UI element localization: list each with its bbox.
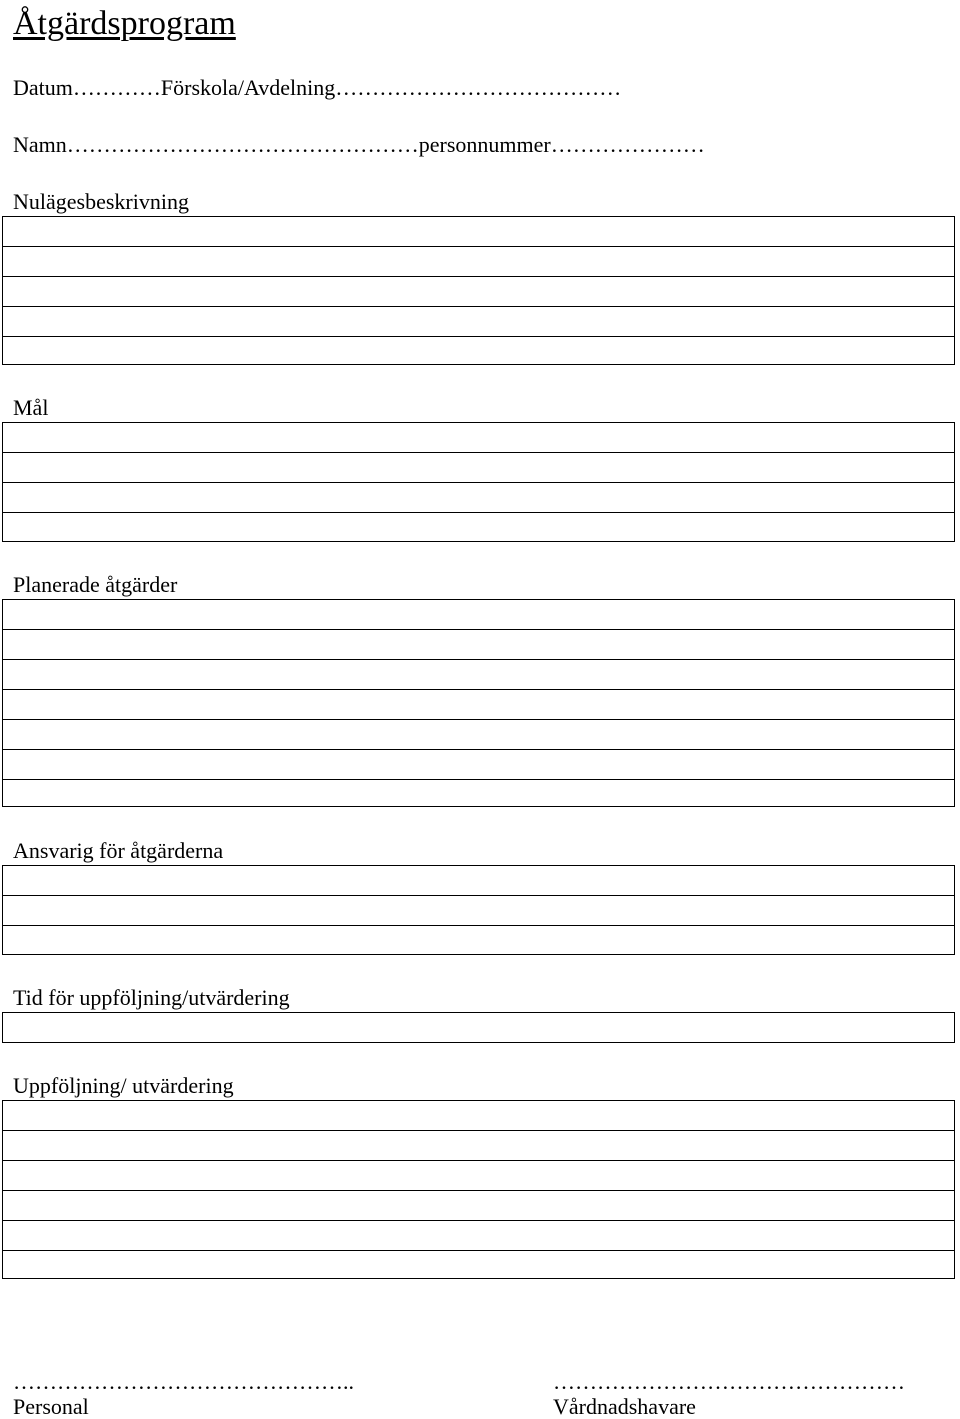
input-row[interactable] xyxy=(3,720,954,750)
input-row[interactable] xyxy=(3,1101,954,1131)
header-line-namn-personnummer: Namn…………………………………………personnummer………………… xyxy=(13,132,705,157)
section-label-planerade-atgarder: Planerade åtgärder xyxy=(13,572,178,597)
input-row[interactable] xyxy=(3,307,954,337)
input-row[interactable] xyxy=(3,600,954,630)
input-row[interactable] xyxy=(3,750,954,780)
input-row[interactable] xyxy=(3,1221,954,1251)
input-row[interactable] xyxy=(3,1131,954,1161)
section-label-ansvarig: Ansvarig för åtgärderna xyxy=(13,838,224,863)
input-row[interactable] xyxy=(3,780,954,810)
nulagesbeskrivning-field[interactable] xyxy=(2,216,955,365)
ansvarig-field[interactable] xyxy=(2,865,955,955)
header-line-datum-forskola: Datum…………Förskola/Avdelning………………………………… xyxy=(13,75,622,100)
mal-field[interactable] xyxy=(2,422,955,542)
input-row[interactable] xyxy=(3,630,954,660)
section-label-tid-for-uppfoljning: Tid för uppföljning/utvärdering xyxy=(13,985,290,1010)
vardnadshavare-signature-line[interactable]: ………………………………………… xyxy=(553,1369,905,1394)
input-row[interactable] xyxy=(3,926,954,956)
input-row[interactable] xyxy=(3,1251,954,1281)
input-row[interactable] xyxy=(3,1013,954,1043)
planerade-atgarder-field[interactable] xyxy=(2,599,955,807)
section-label-mal: Mål xyxy=(13,395,49,420)
input-row[interactable] xyxy=(3,690,954,720)
input-row[interactable] xyxy=(3,453,954,483)
input-row[interactable] xyxy=(3,483,954,513)
input-row[interactable] xyxy=(3,423,954,453)
input-row[interactable] xyxy=(3,247,954,277)
form-title: Åtgärdsprogram xyxy=(13,5,236,42)
personal-signature-label: Personal xyxy=(13,1394,89,1419)
input-row[interactable] xyxy=(3,1191,954,1221)
input-row[interactable] xyxy=(3,513,954,543)
input-row[interactable] xyxy=(3,866,954,896)
input-row[interactable] xyxy=(3,337,954,367)
input-row[interactable] xyxy=(3,660,954,690)
input-row[interactable] xyxy=(3,896,954,926)
vardnadshavare-signature-label: Vårdnadshavare xyxy=(553,1394,696,1419)
personal-signature-line[interactable]: ……………………………………….. xyxy=(13,1369,354,1394)
input-row[interactable] xyxy=(3,277,954,307)
uppfoljning-utvardering-field[interactable] xyxy=(2,1100,955,1279)
input-row[interactable] xyxy=(3,217,954,247)
section-label-nulagesbeskrivning: Nulägesbeskrivning xyxy=(13,189,189,214)
tid-for-uppfoljning-field[interactable] xyxy=(2,1012,955,1043)
section-label-uppfoljning-utvardering: Uppföljning/ utvärdering xyxy=(13,1073,234,1098)
input-row[interactable] xyxy=(3,1161,954,1191)
